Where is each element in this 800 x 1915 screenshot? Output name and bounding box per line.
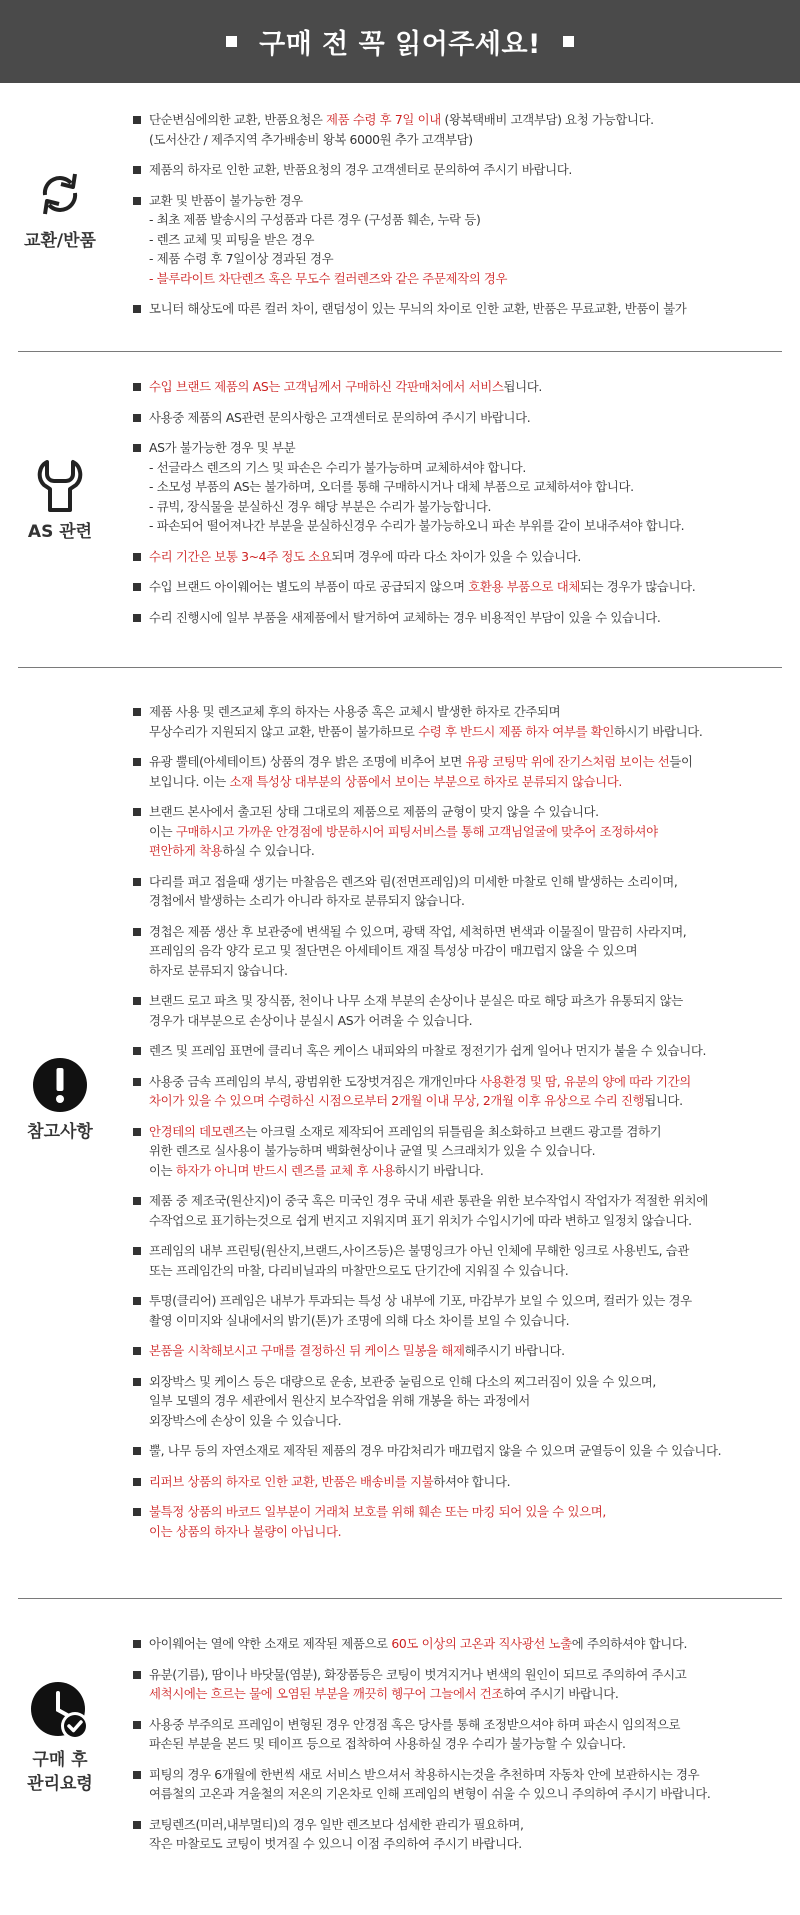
notice-text: 또는 프레임간의 마찰, 다리비닐과의 마찰만으로도 단기간에 지워질 수 있습니다. xyxy=(149,1262,569,1278)
highlight-text: 편안하게 착용 xyxy=(149,843,223,858)
notice-text: 뿔, 나무 등의 자연소재로 제작된 제품의 경우 마감처리가 매끄럽지 않을 수 있으며 균열등이 있을 수 있습니다. xyxy=(149,1443,722,1458)
notice-text: - 렌즈 교체 및 피팅을 받은 경우 xyxy=(149,231,315,247)
section-side xyxy=(0,1056,120,1144)
notice-line xyxy=(149,1191,793,1211)
notice-item xyxy=(133,1634,793,1654)
notice-text: 여름철의 고온과 겨울철의 저온의 기온차로 인해 프레임의 변형이 쉬울 수 있으니 주의하여 주시기 바랍니다. xyxy=(149,1786,711,1801)
highlight-text: 안경테의 데모렌즈 xyxy=(149,1123,246,1139)
notice-line xyxy=(149,1041,793,1061)
notice-text: 이는 xyxy=(149,823,176,839)
exchange-arrows-icon xyxy=(31,165,89,223)
notice-line xyxy=(149,922,793,942)
notice-line xyxy=(149,210,793,230)
notice-item xyxy=(133,1072,793,1111)
notice-item xyxy=(133,922,793,981)
notice-text: 하실 수 있습니다. xyxy=(222,843,315,858)
notice-item xyxy=(133,702,793,741)
highlight-text: 사용환경 및 땀, 유분의 양에 따라 기간의 xyxy=(479,1073,691,1089)
notice-text: 수리 진행시에 일부 부품을 새제품에서 탈거하여 교체하는 경우 비용적인 부담이 있을 수 있습니다. xyxy=(149,609,661,625)
section-divider xyxy=(18,667,782,668)
notice-text: - 큐빅, 장식물을 분실하신 경우 해당 부분은 수리가 불가능합니다. xyxy=(149,498,492,514)
notice-text: 유광 뿔테(아세테이트) 상품의 경우 밝은 조명에 비추어 보면 xyxy=(149,754,466,769)
notice-line xyxy=(149,497,793,517)
notice-text: 제품 중 제조국(원산지)이 중국 혹은 미국인 경우 국내 세관 통관을 위한 보수작업시 작업자가 적절한 위치에 xyxy=(149,1193,708,1208)
notice-item xyxy=(133,577,793,597)
notice-line xyxy=(149,872,793,892)
section-divider xyxy=(18,1598,782,1599)
notice-line xyxy=(149,408,793,428)
item-list xyxy=(133,377,793,638)
notice-text: 브랜드 로고 파츠 및 장식품, 천이나 나무 소재 부분의 손상이나 분실은 따로 해당 파츠가 유통되지 않는 xyxy=(149,993,683,1008)
notice-text: 다리를 펴고 접을때 생기는 마찰음은 렌즈와 림(전면프레임)의 미세한 마찰로 인해 발생하는 소리이며, xyxy=(149,873,678,889)
notice-line xyxy=(149,1372,793,1392)
item-list xyxy=(133,1634,793,1865)
highlight-text: 세척시에는 흐르는 물에 오염된 부분을 깨끗히 헹구어 그늘에서 건조 xyxy=(149,1686,504,1701)
notice-text: 수입 브랜드 아이웨어는 별도의 부품이 따로 공급되지 않으며 xyxy=(149,579,469,594)
notice-text: 하여 주시기 바랍니다. xyxy=(503,1686,619,1701)
notice-text: 들이 xyxy=(669,754,693,769)
section-label xyxy=(0,1120,120,1144)
notice-item xyxy=(133,1472,793,1492)
highlight-text: 차이가 있을 수 있으며 수령하신 시점으로부터 2개월 이내 무상, 2개월 이후 유상으로 수리 진행 xyxy=(149,1093,645,1108)
notice-line xyxy=(149,752,793,772)
notice-text: 파손된 부분을 본드 및 테이프 등으로 접착하여 사용하실 경우 수리가 불가능할 수 있습니다. xyxy=(149,1736,626,1751)
notice-text: 작은 마찰로도 코팅이 벗겨질 수 있으니 이점 주의하여 주시기 바랍니다. xyxy=(149,1836,522,1851)
notice-item xyxy=(133,110,793,149)
notice-item xyxy=(133,1665,793,1704)
highlight-text: 이는 상품의 하자나 불량이 아닙니다. xyxy=(149,1523,342,1539)
notice-item xyxy=(133,1715,793,1754)
notice-text: 되며 경우에 따라 다소 차이가 있을 수 있습니다. xyxy=(331,548,581,564)
notice-line xyxy=(149,577,793,597)
highlight-text: 구매하시고 가까운 안경점에 방문하시어 피팅서비스를 통해 고객님얼굴에 맞추어 조정하셔야 xyxy=(175,823,658,839)
notice-text: 코팅렌즈(미러,내부멀티)의 경우 일반 렌즈보다 섬세한 관리가 필요하며, xyxy=(149,1816,524,1832)
notice-text: 하시기 바랍니다. xyxy=(394,1162,484,1178)
notice-text: (왕복택배비 고객부담) 요청 가능합니다. xyxy=(440,112,654,127)
notice-line xyxy=(149,802,793,822)
notice-line xyxy=(149,191,793,211)
notice-item xyxy=(133,872,793,911)
notice-line xyxy=(149,1211,793,1231)
notice-item xyxy=(133,1502,793,1541)
exclamation-icon xyxy=(31,1056,89,1114)
notice-text: 에 주의하셔야 합니다. xyxy=(571,1636,688,1651)
notice-text: 제품의 하자로 인한 교환, 반품요청의 경우 고객센터로 문의하여 주시기 바랍니다. xyxy=(149,162,572,177)
notice-line xyxy=(149,608,793,628)
notice-line xyxy=(149,841,793,861)
notice-line xyxy=(149,1141,793,1161)
notice-item xyxy=(133,438,793,536)
highlight-text: 수령 후 반드시 제품 하자 여부를 확인 xyxy=(418,723,614,739)
highlight-text: 불특정 상품의 바코드 일부분이 거래처 보호를 위해 훼손 또는 마킹 되어 있을 수 있으며, xyxy=(149,1504,606,1519)
section-label xyxy=(0,1748,120,1796)
notice-text: 됩니다. xyxy=(644,1093,683,1108)
notice-text: 경첩은 제품 생산 후 보관중에 변색될 수 있으며, 광택 작업, 세척하면 변색과 이물질이 말끔히 사라지며, xyxy=(149,923,687,939)
notice-text: 사용중 금속 프레임의 부식, 광범위한 도장벗겨짐은 개개인마다 xyxy=(149,1073,480,1089)
highlight-text: 수입 브랜드 제품의 AS는 고객님께서 구매하신 각판매처에서 서비스 xyxy=(149,379,504,394)
notice-line xyxy=(149,1522,793,1542)
notice-text: 수작업으로 표기하는것으로 쉽게 번지고 지워지며 표기 위치가 수입시기에 따라 변하고 일정치 않습니다. xyxy=(149,1212,692,1228)
notice-text: 무상수리가 지원되지 않고 교환, 반품이 불가하므로 xyxy=(149,723,419,739)
notice-line xyxy=(149,722,793,742)
notice-line xyxy=(149,269,793,289)
notice-item xyxy=(133,752,793,791)
notice-line xyxy=(149,1291,793,1311)
notice-line xyxy=(149,891,793,911)
notice-text: 제품 사용 및 렌즈교체 후의 하자는 사용중 혹은 교체시 발생한 하자로 간주되며 xyxy=(149,704,561,719)
highlight-text: - 블루라이트 차단렌즈 혹은 무도수 컬러렌즈와 같은 주문제작의 경우 xyxy=(149,270,508,286)
section-label-line: 구매 후 xyxy=(32,1750,88,1770)
notice-text: 브랜드 본사에서 출고된 상태 그대로의 제품으로 제품의 균형이 맞지 않을 수 있습니다. xyxy=(149,804,599,819)
notice-line xyxy=(149,1715,793,1735)
notice-text: 이는 xyxy=(149,1162,176,1178)
notice-line xyxy=(149,961,793,981)
notice-line xyxy=(149,377,793,397)
notice-text: 하자로 분류되지 않습니다. xyxy=(149,962,288,978)
notice-line xyxy=(149,1261,793,1281)
notice-item xyxy=(133,1041,793,1061)
notice-text: 사용중 제품의 AS관련 문의사항은 고객센터로 문의하여 주시기 바랍니다. xyxy=(149,409,531,425)
notice-line xyxy=(149,438,793,458)
notice-line xyxy=(149,1391,793,1411)
notice-text: 사용중 부주의로 프레임이 변형된 경우 안경점 혹은 당사를 통해 조정받으셔야 하며 파손시 임의적으로 xyxy=(149,1716,681,1732)
notice-line xyxy=(149,991,793,1011)
item-list xyxy=(133,110,793,330)
notice-text: - 파손되어 떨어져나간 부분을 분실하신경우 수리가 불가능하오니 파손 부위를 같이 보내주셔야 합니다. xyxy=(149,518,685,533)
notice-line xyxy=(149,1011,793,1031)
item-list xyxy=(133,702,793,1552)
highlight-text: 60도 이상의 고온과 직사광선 노출 xyxy=(391,1636,572,1651)
notice-line xyxy=(149,1341,793,1361)
highlight-text: 소재 특성상 대부분의 상품에서 보이는 부분으로 하자로 분류되지 않습니다. xyxy=(229,773,622,789)
notice-text: 일부 모델의 경우 세관에서 원산지 보수작업을 위해 개봉을 하는 과정에서 xyxy=(149,1393,530,1408)
notice-line xyxy=(149,1122,793,1142)
notice-text: 보입니다. 이는 xyxy=(149,773,230,789)
notice-item xyxy=(133,1815,793,1854)
notice-line xyxy=(149,941,793,961)
notice-item xyxy=(133,160,793,180)
notice-text: 렌즈 및 프레임 표면에 클리너 혹은 케이스 내피와의 마찰로 정전기가 쉽게 일어나 먼지가 붙을 수 있습니다. xyxy=(149,1043,707,1058)
notice-line xyxy=(149,1472,793,1492)
notice-text: 프레임의 음각 양각 로고 및 절단면은 아세테이트 재질 특성상 마감이 매끄럽지 않을 수 있으며 xyxy=(149,943,638,958)
notice-line xyxy=(149,458,793,478)
clock-check-icon xyxy=(29,1680,91,1742)
notice-item xyxy=(133,991,793,1030)
highlight-text: 하자가 아니며 반드시 렌즈를 교체 후 사용 xyxy=(175,1162,395,1178)
notice-line xyxy=(149,1241,793,1261)
notice-text: - 선글라스 렌즈의 기스 및 파손은 수리가 불가능하며 교체하셔야 합니다. xyxy=(149,459,526,475)
notice-line xyxy=(149,1634,793,1654)
notice-text: 촬영 이미지와 실내에서의 밝기(톤)가 조명에 의해 다소 차이를 보일 수 있습니다. xyxy=(149,1312,570,1328)
notice-text: 피팅의 경우 6개월에 한번씩 새로 서비스 받으셔서 착용하시는것을 추천하며 자동차 안에 보관하시는 경우 xyxy=(149,1766,700,1782)
notice-line xyxy=(149,110,793,130)
notice-text: 됩니다. xyxy=(503,379,542,394)
page-title: 구매 전 꼭 읽어주세요! xyxy=(259,29,541,60)
notice-line xyxy=(149,1765,793,1785)
notice-line xyxy=(149,160,793,180)
notice-line xyxy=(149,299,793,319)
notice-line xyxy=(149,1834,793,1854)
notice-item xyxy=(133,1765,793,1804)
notice-line xyxy=(149,822,793,842)
notice-line xyxy=(149,702,793,722)
section-label-line: 참고사항 xyxy=(27,1122,93,1142)
notice-text: (도서산간 / 제주지역 추가배송비 왕복 6000원 추가 고객부담) xyxy=(149,131,473,147)
highlight-text: 유광 코팅막 위에 잔기스처럼 보이는 선 xyxy=(465,754,670,769)
notice-item xyxy=(133,1372,793,1431)
notice-item xyxy=(133,408,793,428)
section-side xyxy=(0,1680,120,1796)
notice-text: 단순변심에의한 교환, 반품요청은 xyxy=(149,112,327,127)
notice-text: 는 아크릴 소재로 제작되어 프레임의 뒤틀림을 최소화하고 브랜드 광고를 겸하기 xyxy=(245,1123,662,1139)
notice-item xyxy=(133,547,793,567)
notice-line xyxy=(149,772,793,792)
notice-text: 투명(클리어) 프레임은 내부가 투과되는 특성 상 내부에 기포, 마감부가 보일 수 있으며, 컬러가 있는 경우 xyxy=(149,1293,692,1308)
notice-item xyxy=(133,1441,793,1461)
highlight-text: 리퍼브 상품의 하자로 인한 교환, 반품은 배송비를 지불 xyxy=(149,1473,434,1489)
notice-line xyxy=(149,1502,793,1522)
section-label-line: AS 관련 xyxy=(27,522,93,542)
highlight-text: 본품을 시착해보시고 구매를 결정하신 뒤 케이스 밀봉을 해제 xyxy=(149,1343,465,1358)
section-label-line: 교환/반품 xyxy=(24,231,96,251)
notice-line xyxy=(149,1784,793,1804)
wrench-icon xyxy=(32,456,88,514)
notice-line xyxy=(149,130,793,150)
notice-line xyxy=(149,1311,793,1331)
notice-text: 하셔야 합니다. xyxy=(433,1473,511,1489)
notice-line xyxy=(149,1665,793,1685)
notice-item xyxy=(133,191,793,289)
highlight-text: 수리 기간은 보통 3~4주 정도 소요 xyxy=(149,548,332,564)
header-square-left xyxy=(226,36,237,47)
notice-line xyxy=(149,516,793,536)
notice-text: 해주시기 바랍니다. xyxy=(464,1343,565,1358)
notice-line xyxy=(149,1161,793,1181)
notice-text: 경우가 대부분으로 손상이나 분실시 AS가 어려울 수 있습니다. xyxy=(149,1012,473,1028)
notice-line xyxy=(149,1441,793,1461)
notice-item xyxy=(133,802,793,861)
notice-line xyxy=(149,1072,793,1092)
section-label-line: 관리요령 xyxy=(27,1774,93,1794)
notice-text: 외장박스에 손상이 있을 수 있습니다. xyxy=(149,1412,342,1428)
notice-text: 아이웨어는 열에 약한 소재로 제작된 제품으로 xyxy=(149,1636,392,1651)
notice-text: - 제품 수령 후 7일이상 경과된 경우 xyxy=(149,251,334,266)
notice-item xyxy=(133,1191,793,1230)
notice-item xyxy=(133,1291,793,1330)
notice-line xyxy=(149,1411,793,1431)
notice-text: - 소모성 부품의 AS는 불가하며, 오더를 통해 구매하시거나 대체 부품으로 교체하셔야 합니다. xyxy=(149,479,634,494)
notice-line xyxy=(149,1684,793,1704)
section-label xyxy=(0,520,120,544)
notice-text: 프레임의 내부 프린팅(원산지,브랜드,사이즈등)은 불명잉크가 아닌 인체에 무해한 잉크로 사용빈도, 습관 xyxy=(149,1243,690,1258)
notice-text: AS가 불가능한 경우 및 부분 xyxy=(149,440,296,455)
notice-line xyxy=(149,1091,793,1111)
notice-text: 경첩에서 발생하는 소리가 아니라 하자로 분류되지 않습니다. xyxy=(149,893,465,908)
section-divider xyxy=(18,351,782,352)
highlight-text: 호환용 부품으로 대체 xyxy=(468,579,580,594)
notice-text: - 최초 제품 발송시의 구성품과 다른 경우 (구성품 훼손, 누락 등) xyxy=(149,212,481,227)
notice-line xyxy=(149,1815,793,1835)
notice-line xyxy=(149,547,793,567)
section-side xyxy=(0,456,120,544)
section-side xyxy=(0,165,120,253)
highlight-text: 제품 수령 후 7일 이내 xyxy=(326,112,441,127)
notice-item xyxy=(133,1241,793,1280)
notice-item xyxy=(133,377,793,397)
page-header xyxy=(0,0,800,83)
notice-item xyxy=(133,1122,793,1181)
header-square-right xyxy=(563,36,574,47)
notice-text: 모니터 해상도에 따른 컬러 차이, 랜덤성이 있는 무늬의 차이로 인한 교환, 반품은 무료교환, 반품이 불가 xyxy=(149,301,687,316)
section-label xyxy=(0,229,120,253)
notice-item xyxy=(133,608,793,628)
notice-line xyxy=(149,249,793,269)
notice-text: 유분(기름), 땀이나 바닷물(염분), 화장품등은 코팅이 벗겨지거나 변색의 원인이 되므로 주의하여 주시고 xyxy=(149,1666,687,1682)
notice-text: 되는 경우가 많습니다. xyxy=(579,579,696,594)
notice-text: 위한 렌즈로 실사용이 불가능하며 백화현상이나 균열 및 스크래치가 있을 수 있습니다. xyxy=(149,1143,596,1158)
notice-line xyxy=(149,1734,793,1754)
notice-line xyxy=(149,477,793,497)
notice-item xyxy=(133,1341,793,1361)
notice-item xyxy=(133,299,793,319)
notice-text: 외장박스 및 케이스 등은 대량으로 운송, 보관중 눌림으로 인해 다소의 찌그러짐이 있을 수 있으며, xyxy=(149,1373,656,1389)
notice-text: 하시기 바랍니다. xyxy=(613,723,703,739)
notice-line xyxy=(149,230,793,250)
notice-text: 교환 및 반품이 불가능한 경우 xyxy=(149,192,303,208)
